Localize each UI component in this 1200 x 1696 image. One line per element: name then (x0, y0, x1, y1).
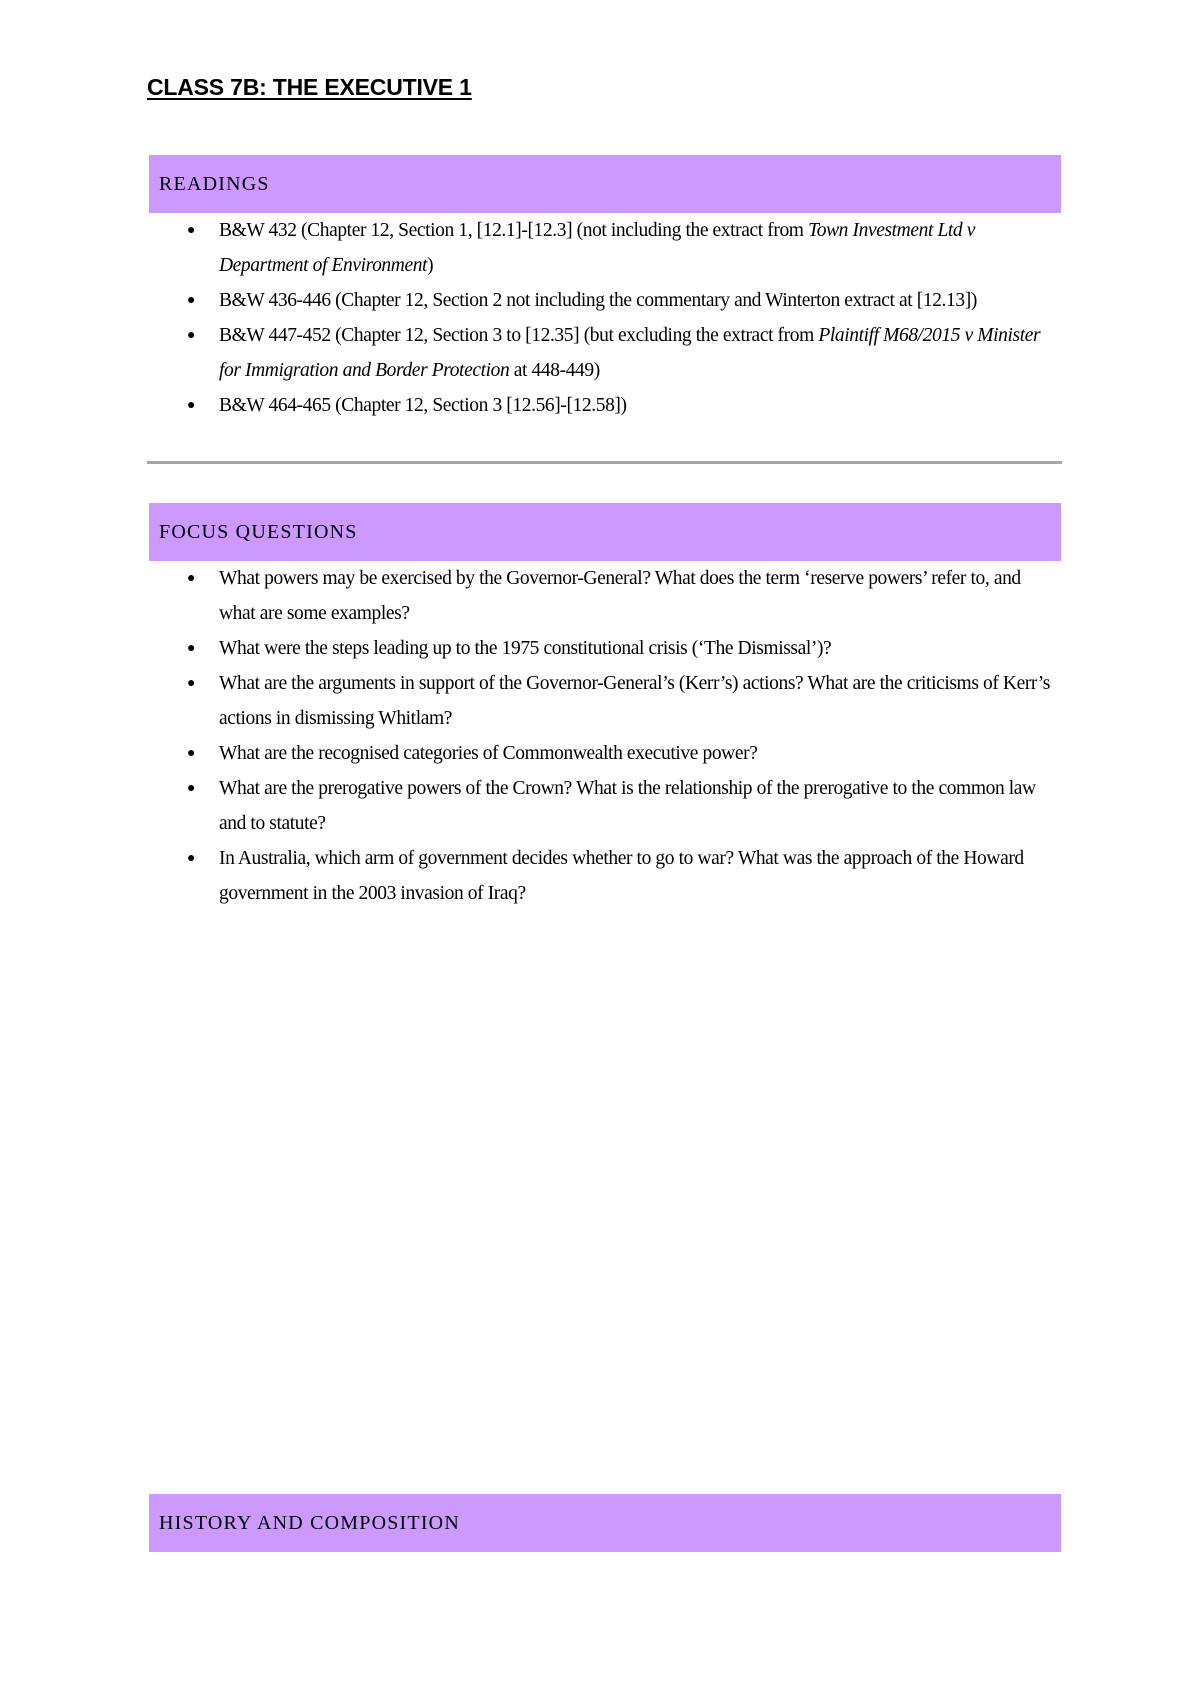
reading-item: ● B&W 432 (Chapter 12, Section 1, [12.1]-[12.3] (not including the extract from Town Investment Ltd v Department of Environment) (149, 213, 1061, 283)
reading-item: ● B&W 464-465 (Chapter 12, Section 3 [12.56]-[12.58]) (149, 388, 1061, 423)
bullet-icon: ● (186, 781, 196, 796)
readings-list (149, 213, 1061, 423)
bullet-icon: ● (186, 398, 196, 413)
bullet-icon: ● (186, 851, 196, 866)
question-item: ● What are the arguments in support of the Governor-General’s (Kerr’s) actions? What are the criticisms of Kerr’s actions in dismissing Whitlam? (149, 666, 1061, 736)
bullet-icon: ● (186, 746, 196, 761)
section-divider (147, 461, 1062, 464)
reading-item: ● B&W 447-452 (Chapter 12, Section 3 to [12.35] (but excluding the extract from Plaintiff M68/2015 v Minister for Immigration and Border Protection at 448-449) (149, 318, 1061, 388)
bullet-icon: ● (186, 641, 196, 656)
readings-heading: READINGS (159, 172, 270, 195)
question-item: ● What powers may be exercised by the Governor-General? What does the term ‘reserve powers’ refer to, and what are some examples? (149, 561, 1061, 631)
focus-questions-header (149, 503, 1061, 561)
page-title: CLASS 7B: THE EXECUTIVE 1 (147, 74, 472, 100)
bullet-icon: ● (186, 223, 196, 238)
history-composition-heading: HISTORY AND COMPOSITION (159, 1511, 460, 1534)
reading-item: ● B&W 436-446 (Chapter 12, Section 2 not including the commentary and Winterton extract at [12.13]) (149, 283, 1061, 318)
history-composition-header (149, 1494, 1061, 1552)
focus-questions-heading: FOCUS QUESTIONS (159, 520, 358, 543)
bullet-icon: ● (186, 328, 196, 343)
question-item: ● What were the steps leading up to the 1975 constitutional crisis (‘The Dismissal’)? (149, 631, 1061, 666)
question-item: ● What are the prerogative powers of the Crown? What is the relationship of the prerogative to the common law and to statute? (149, 771, 1061, 841)
bullet-icon: ● (186, 293, 196, 308)
focus-questions-list (149, 561, 1061, 911)
bullet-icon: ● (186, 676, 196, 691)
question-item: ● What are the recognised categories of Commonwealth executive power? (149, 736, 1061, 771)
bullet-icon: ● (186, 571, 196, 586)
readings-header (149, 155, 1061, 213)
question-item: ● In Australia, which arm of government decides whether to go to war? What was the approach of the Howard government in the 2003 invasion of Iraq? (149, 841, 1061, 911)
